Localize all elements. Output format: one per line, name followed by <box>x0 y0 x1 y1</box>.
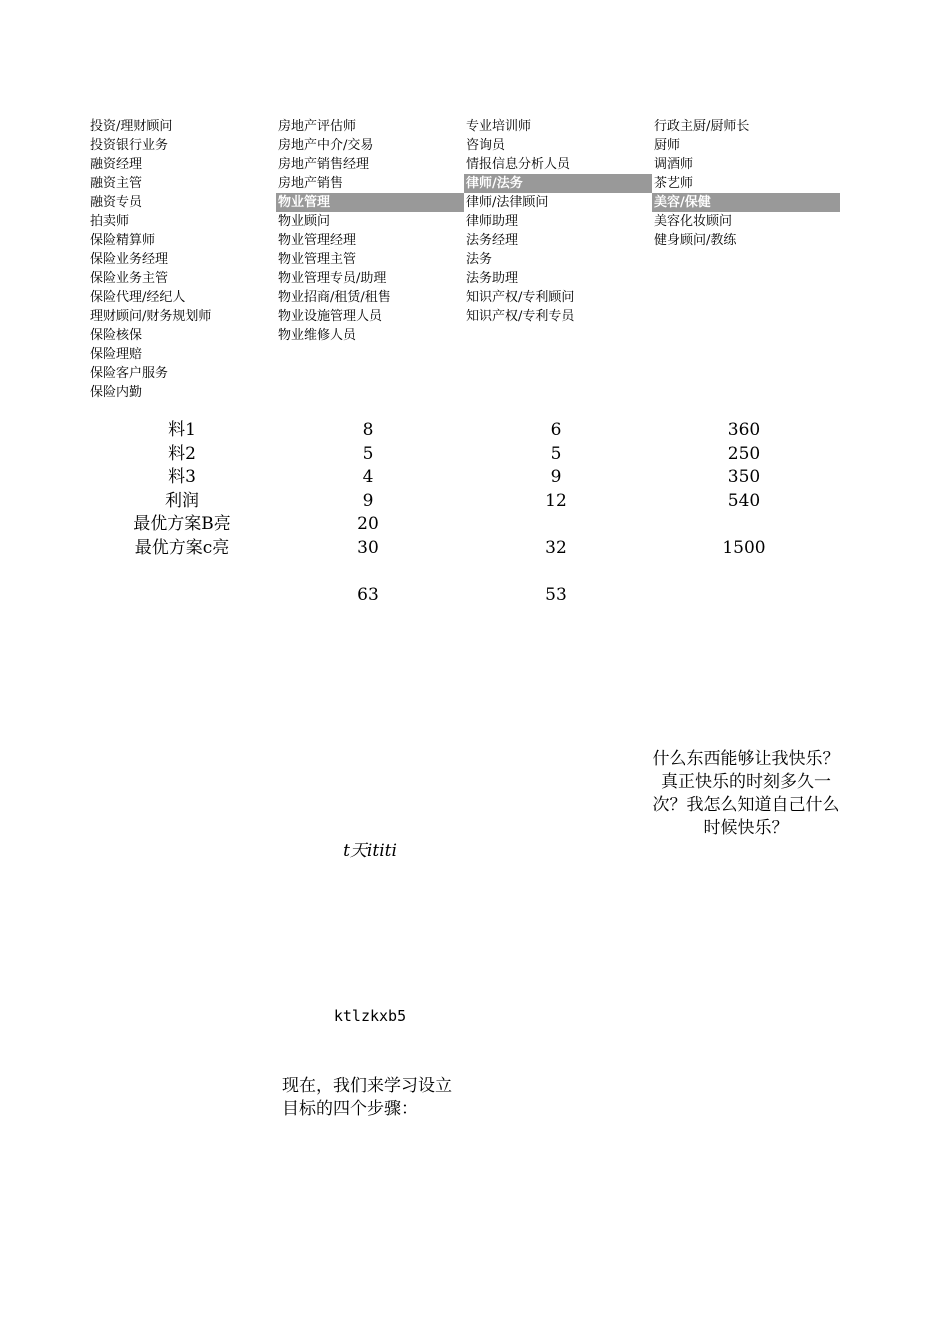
profit-table <box>88 419 840 607</box>
table-cell-v1: 8 <box>362 420 374 440</box>
italic-note: t天ititi <box>343 841 397 861</box>
job-title-item: 融资经理 <box>90 157 143 172</box>
table-row <box>88 466 840 490</box>
table-row <box>88 584 840 608</box>
table-cell-v1: 4 <box>362 467 374 487</box>
job-title-item: 律师/法律顾问 <box>466 195 549 210</box>
table-row <box>88 490 840 514</box>
job-title-item: 行政主厨/厨师长 <box>654 119 750 134</box>
job-title-item: 法务经理 <box>466 233 519 248</box>
job-title-item: 调酒师 <box>654 157 694 172</box>
category-header: 物业管理 <box>276 193 464 212</box>
job-title-item: 保险业务主管 <box>90 271 169 286</box>
job-title-item: 房地产中介/交易 <box>278 138 374 153</box>
job-column-finance <box>88 117 276 402</box>
job-title-item: 律师助理 <box>466 214 519 229</box>
job-title-item: 保险业务经理 <box>90 252 169 267</box>
table-cell-v1: 5 <box>362 443 374 464</box>
job-title-item: 保险核保 <box>90 328 143 343</box>
table-cell-v2: 12 <box>545 490 567 511</box>
job-title-item: 拍卖师 <box>90 214 130 229</box>
job-title-item: 房地产评估师 <box>278 119 357 134</box>
table-row <box>88 443 840 467</box>
table-cell-v2: 5 <box>550 443 562 464</box>
table-row <box>88 419 840 443</box>
job-column-property <box>276 117 464 345</box>
job-title-item: 物业顾问 <box>278 214 331 229</box>
job-title-item: 融资专员 <box>90 195 143 210</box>
row-label: 最优方案c亮 <box>134 537 230 558</box>
job-title-item: 保险代理/经纪人 <box>90 290 186 305</box>
table-cell-v3: 250 <box>727 443 761 464</box>
job-title-item: 房地产销售经理 <box>278 157 370 172</box>
job-title-item: 房地产销售 <box>278 176 344 191</box>
job-title-item: 融资主管 <box>90 176 143 191</box>
job-title-item: 物业招商/租赁/租售 <box>278 290 391 305</box>
category-header: 律师/法务 <box>464 174 652 193</box>
job-title-item: 投资/理财顾问 <box>90 119 173 134</box>
job-title-item: 物业管理主管 <box>278 252 357 267</box>
job-column-hospitality <box>652 117 840 250</box>
row-label: 料1 <box>168 420 196 440</box>
job-title-item: 理财顾问/财务规划师 <box>90 309 212 324</box>
job-title-item: 厨师 <box>654 138 681 153</box>
table-cell-v2: 9 <box>550 467 562 487</box>
job-title-item: 物业管理专员/助理 <box>278 271 387 286</box>
job-title-item: 法务 <box>466 252 493 267</box>
job-title-item: 物业维修人员 <box>278 328 357 343</box>
row-label: 最优方案B亮 <box>133 514 231 534</box>
job-title-item: 物业设施管理人员 <box>278 309 383 324</box>
table-cell-v3: 1500 <box>722 537 766 558</box>
job-title-item: 情报信息分析人员 <box>466 157 571 172</box>
table-row <box>88 513 840 537</box>
table-cell-v3: 360 <box>727 420 761 440</box>
table-cell-v2: 53 <box>545 584 567 605</box>
table-cell-v3: 350 <box>727 467 761 487</box>
job-title-item: 保险精算师 <box>90 233 156 248</box>
job-title-item: 投资银行业务 <box>90 138 169 153</box>
table-cell-v1: 9 <box>362 490 374 511</box>
category-header: 美容/保健 <box>652 193 840 212</box>
table-row <box>88 560 840 584</box>
row-label: 料2 <box>168 443 196 464</box>
job-column-consulting-legal <box>464 117 652 326</box>
table-row <box>88 537 840 561</box>
table-cell-v1: 30 <box>357 537 379 558</box>
job-title-item: 知识产权/专利专员 <box>466 309 575 324</box>
job-title-item: 健身顾问/教练 <box>654 233 737 248</box>
table-cell-v2: 32 <box>545 537 567 558</box>
job-title-item: 法务助理 <box>466 271 519 286</box>
table-cell-v1: 63 <box>357 584 379 605</box>
row-label: 料3 <box>168 467 196 487</box>
job-title-item: 保险内勤 <box>90 385 143 400</box>
goal-steps-text: 现在，我们来学习设立目标的四个步骤： <box>282 1076 452 1119</box>
job-title-item: 保险理赔 <box>90 347 143 362</box>
table-cell-v1: 20 <box>357 514 379 534</box>
code-text: ktlzkxb5 <box>333 1007 407 1025</box>
job-title-item: 茶艺师 <box>654 176 694 191</box>
table-cell-v2: 6 <box>550 420 562 440</box>
job-title-item: 美容化妆顾问 <box>654 214 733 229</box>
job-title-item: 专业培训师 <box>466 119 532 134</box>
job-title-item: 保险客户服务 <box>90 366 169 381</box>
table-cell-v3: 540 <box>727 490 761 511</box>
job-title-item: 物业管理经理 <box>278 233 357 248</box>
job-title-item: 咨询员 <box>466 138 506 153</box>
happiness-question-text: 什么东西能够让我快乐？真正快乐的时刻多久一次？我怎么知道自己什么时候快乐？ <box>652 749 840 838</box>
row-label: 利润 <box>165 490 199 511</box>
job-title-item: 知识产权/专利顾问 <box>466 290 575 305</box>
